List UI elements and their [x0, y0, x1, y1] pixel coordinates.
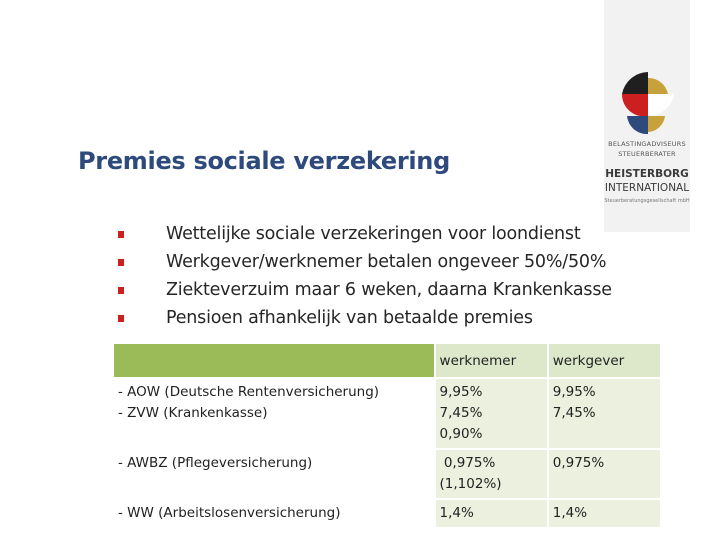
table-row [114, 379, 660, 448]
werknemer-value: (1,102%) [439, 476, 502, 492]
werknemer-value: 1,4% [439, 505, 474, 521]
bullet-square-icon [118, 315, 124, 322]
werknemer-value: 7,45% [439, 405, 483, 421]
bullet-list [118, 220, 612, 332]
row-label-line: - AOW (Deutsche Rentenversicherung) [118, 384, 380, 400]
werknemer-value: 0,90% [439, 426, 483, 442]
row-label-line: - AWBZ (Pflegeversicherung) [118, 455, 313, 471]
list-item [118, 304, 612, 332]
row-label [114, 450, 434, 498]
row-label-line: - ZVW (Krankenkasse) [118, 405, 268, 421]
table-header-blank [114, 344, 434, 377]
logo-line-1: BELASTINGADVISEURS [608, 140, 686, 148]
werkgever-cell [549, 500, 660, 527]
werknemer-cell [436, 450, 547, 498]
bullet-square-icon [118, 259, 124, 266]
werkgever-value: 0,975% [552, 455, 605, 471]
logo-emblem-icon [621, 72, 675, 134]
row-label [114, 379, 434, 448]
werkgever-cell [549, 450, 660, 498]
bullet-square-icon [118, 287, 124, 294]
bullet-text: Wettelijke sociale verzekeringen voor loondienst [166, 224, 581, 244]
bullet-text: Werkgever/werknemer betalen ongeveer 50%/50% [166, 252, 607, 272]
logo-line-2: STEUERBERATER [618, 150, 676, 158]
row-label-line: - WW (Arbeitslosenversicherung) [118, 505, 341, 521]
list-item [118, 248, 612, 276]
header-werknemer: werknemer [436, 344, 547, 377]
list-item [118, 276, 612, 304]
werkgever-value: 1,4% [552, 505, 588, 521]
werknemer-cell [436, 379, 547, 448]
row-label [114, 500, 434, 527]
logo-line-3: HEISTERBORG [605, 168, 689, 180]
header-werkgever: werkgever [549, 344, 660, 377]
bullet-square-icon [118, 231, 124, 238]
company-logo [604, 0, 690, 232]
werknemer-value: 0,975% [439, 455, 496, 471]
table-header-row [114, 344, 660, 377]
logo-line-5: Steuerberatungsgesellschaft mbH [604, 198, 690, 204]
table-row [114, 500, 660, 527]
logo-line-4: INTERNATIONAL [604, 182, 690, 194]
werkgever-cell [549, 379, 660, 448]
bullet-text: Ziekteverzuim maar 6 weken, daarna Krankenkasse [166, 280, 612, 300]
table-row [114, 450, 660, 498]
werknemer-value: 9,95% [439, 384, 483, 400]
werknemer-cell [436, 500, 547, 527]
werkgever-value: 9,95% [552, 384, 596, 400]
premium-rates-table [112, 342, 662, 529]
page-title: Premies sociale verzekering [78, 147, 450, 175]
list-item [118, 220, 612, 248]
bullet-text: Pensioen afhankelijk van betaalde premies [166, 308, 533, 328]
werkgever-value: 7,45% [552, 405, 596, 421]
